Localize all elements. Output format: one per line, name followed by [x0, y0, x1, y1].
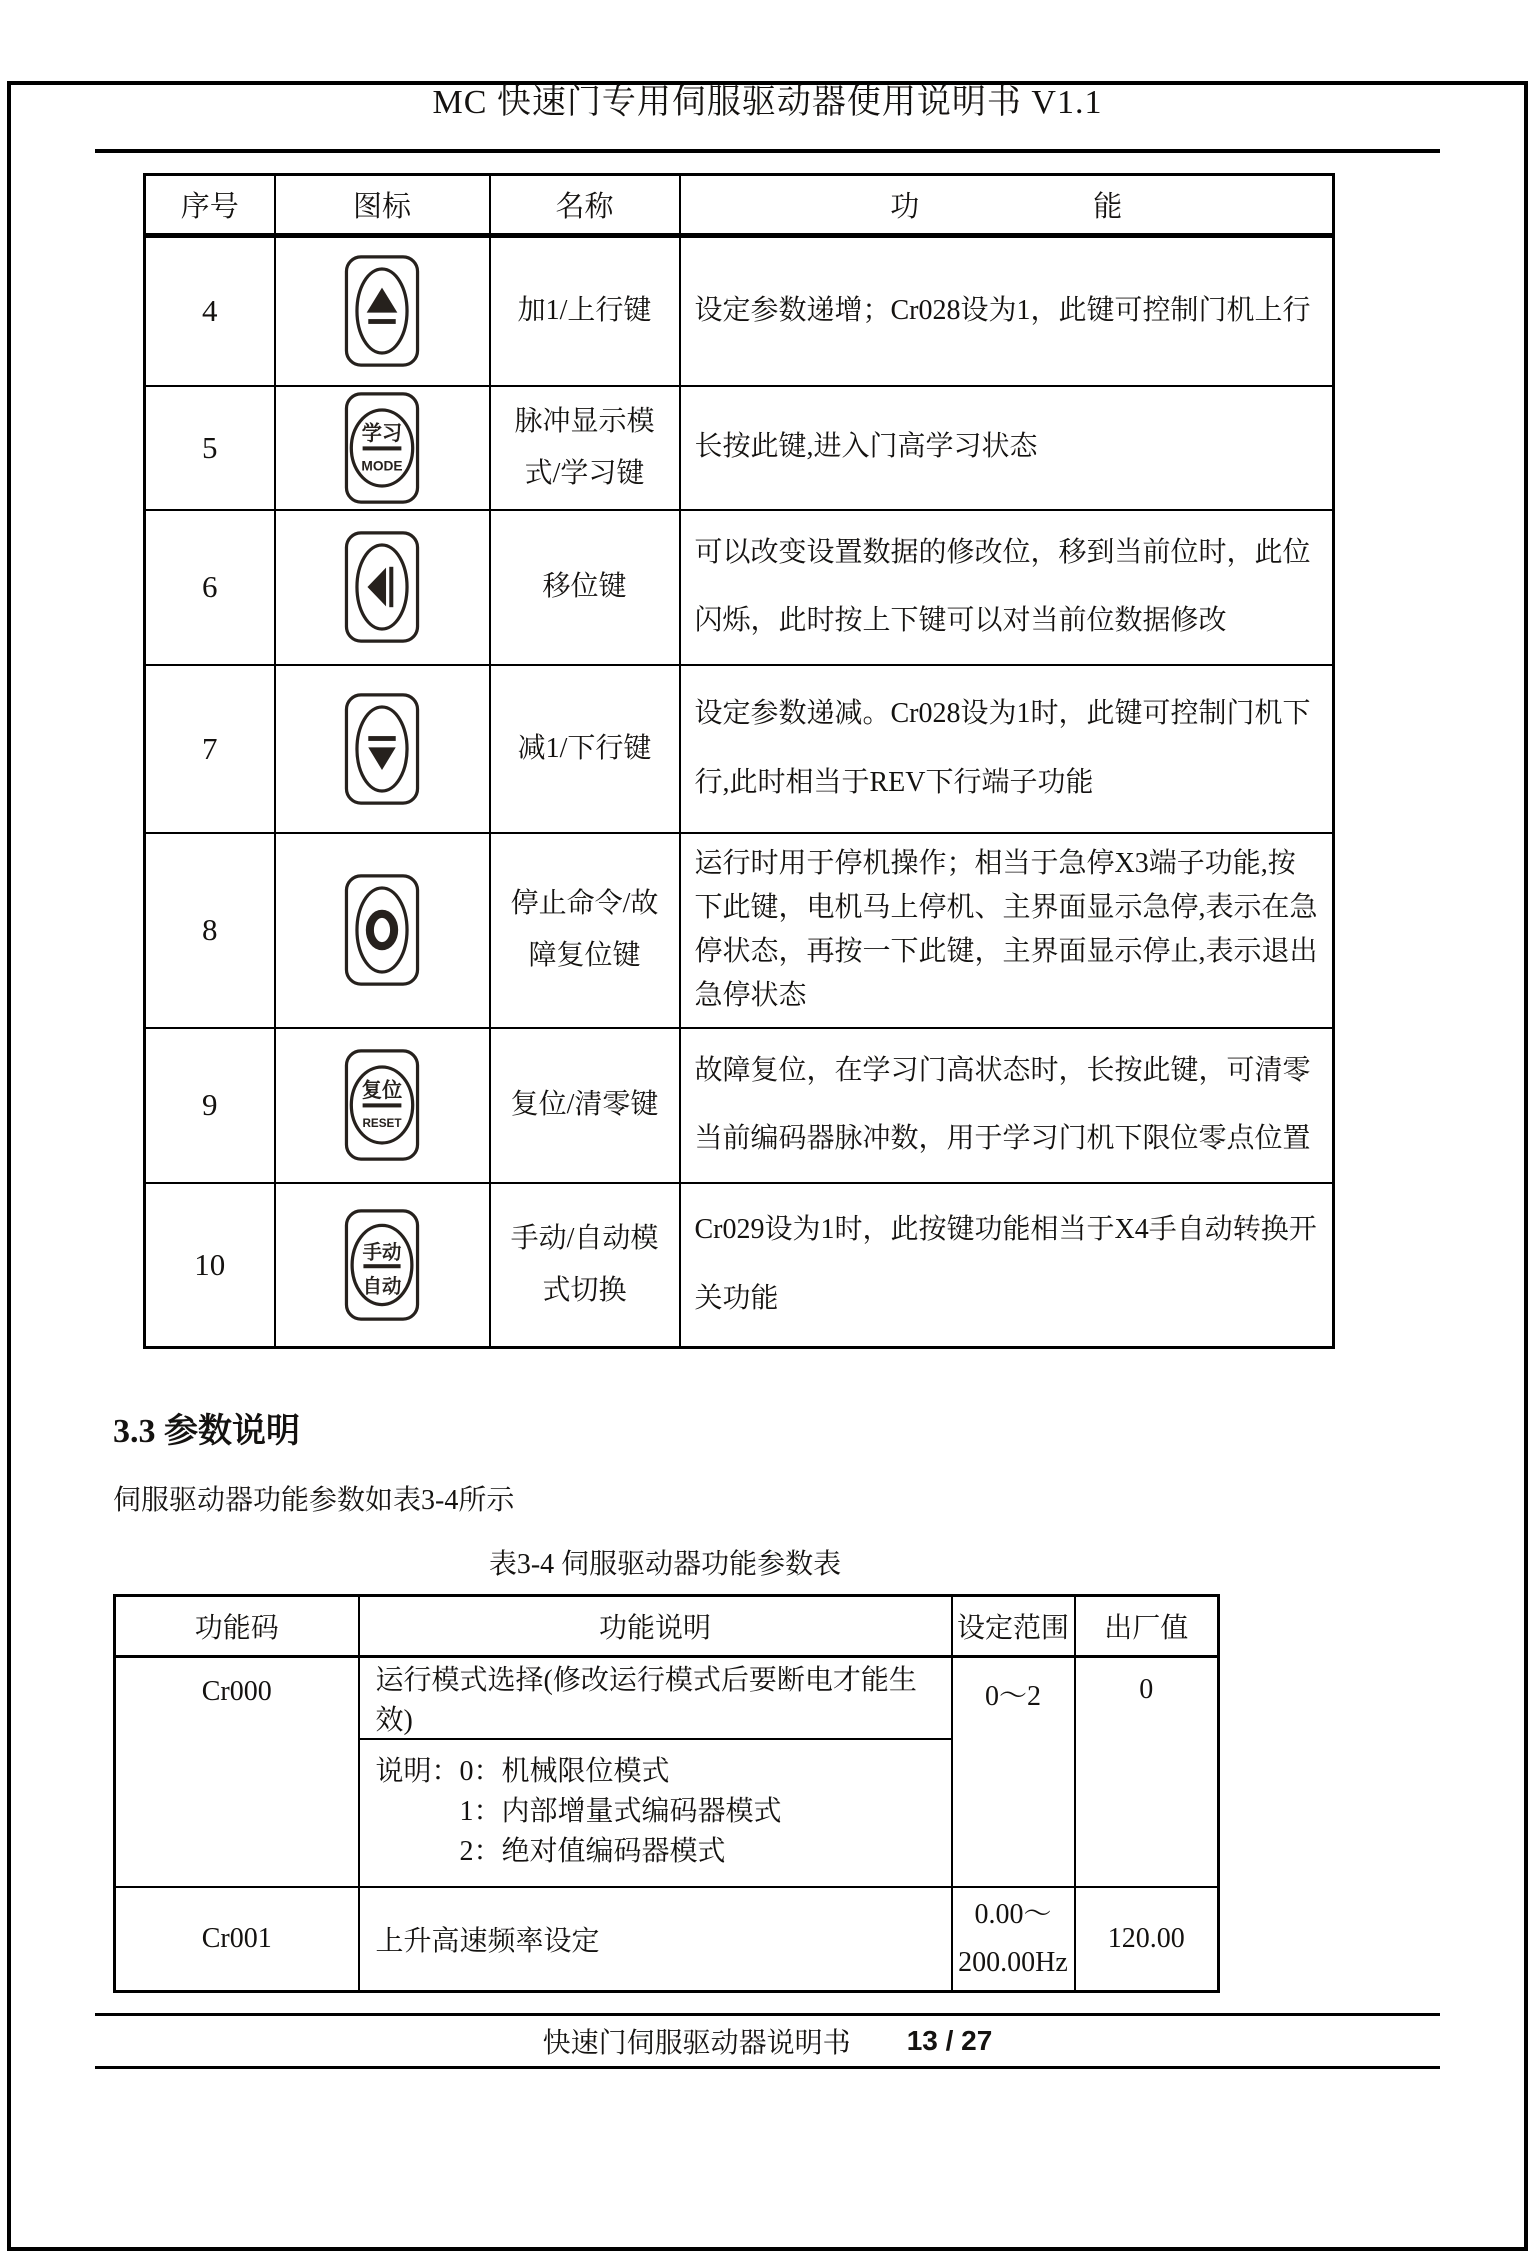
key-name: 移位键: [490, 510, 680, 665]
column-header-code: 功能码: [115, 1596, 359, 1657]
mode-key-label: MODE: [361, 458, 403, 474]
key-number: 9: [145, 1028, 275, 1183]
param-range-line: 200.00Hz: [958, 1947, 1068, 1979]
down-arrow-key-icon: [340, 689, 424, 809]
param-default: 0: [1075, 1657, 1219, 1888]
column-header-icon: 图标: [275, 175, 490, 236]
key-name: 脉冲显示模式/学习键: [490, 386, 680, 510]
column-header-description: 功能说明: [359, 1596, 952, 1657]
param-note: [359, 1739, 952, 1887]
key-function: 故障复位，在学习门高状态时，长按此键，可清零当前编码器脉冲数，用于学习门机下限位零点位置: [680, 1028, 1334, 1183]
reset-key-cjk-label: 复位: [361, 1080, 403, 1103]
footer-page-number: 13 / 27: [906, 2024, 993, 2056]
key-row-5: [145, 386, 1334, 510]
key-function-table: [143, 173, 1335, 1349]
footer-doc-name: 快速门伺服驱动器说明书: [542, 2027, 851, 2059]
reset-key-icon: [340, 1045, 424, 1165]
param-code: Cr000: [115, 1657, 359, 1888]
manual-key-label: 手动: [362, 1242, 402, 1264]
key-name: 停止命令/故障复位键: [490, 833, 680, 1028]
page-footer: [95, 2013, 1440, 2069]
param-range: [952, 1887, 1075, 1991]
key-icon-cell: [275, 665, 490, 833]
param-code: Cr001: [115, 1887, 359, 1991]
document-title: MC 快速门专用伺服驱动器使用说明书 V1.1: [432, 84, 1103, 121]
key-icon-cell: [275, 1028, 490, 1183]
key-row-6: [145, 510, 1334, 665]
key-row-9: [145, 1028, 1334, 1183]
key-row-8: [145, 833, 1334, 1028]
param-range-line: 0.00～: [974, 1899, 1052, 1931]
key-icon-cell: [275, 236, 490, 386]
key-row-7: [145, 665, 1334, 833]
column-header-function: 功 能: [680, 175, 1334, 236]
column-header-index: 序号: [145, 175, 275, 236]
key-icon-cell: [275, 1183, 490, 1348]
up-arrow-key-icon: [340, 251, 424, 371]
key-icon-cell: [275, 833, 490, 1028]
key-function: 长按此键,进入门高学习状态: [680, 386, 1334, 510]
key-name: 复位/清零键: [490, 1028, 680, 1183]
key-row-4: [145, 236, 1334, 386]
intro-text: 伺服驱动器功能参数如表3-4所示: [113, 1485, 515, 1517]
param-note-line: 2：绝对值编码器模式: [459, 1836, 726, 1868]
column-header-default: 出厂值: [1075, 1596, 1219, 1657]
learn-mode-key-icon: [340, 388, 424, 508]
title-divider: [95, 149, 1440, 153]
section-heading: 3.3 参数说明: [113, 1413, 300, 1451]
table-caption: 表3-4 伺服驱动器功能参数表: [488, 1549, 842, 1581]
learn-key-label: 学习: [361, 422, 403, 445]
key-number: 8: [145, 833, 275, 1028]
param-note-line: 1：内部增量式编码器模式: [459, 1796, 782, 1828]
param-table-header-row: [115, 1596, 1219, 1657]
param-range: 0～2: [952, 1657, 1075, 1888]
key-number: 6: [145, 510, 275, 665]
manual-auto-key-icon: [340, 1205, 424, 1325]
key-row-10: [145, 1183, 1334, 1348]
reset-key-latin-label: RESET: [362, 1117, 402, 1131]
key-number: 10: [145, 1183, 275, 1348]
param-note-line: 说明：0：机械限位模式: [375, 1756, 670, 1788]
param-description: 运行模式选择(修改运行模式后要断电才能生效): [359, 1657, 952, 1740]
key-function: 可以改变设置数据的修改位，移到当前位时，此位闪烁，此时按上下键可以对当前位数据修改: [680, 510, 1334, 665]
param-row-cr001: [115, 1887, 1219, 1991]
param-description: 上升高速频率设定: [359, 1887, 952, 1991]
key-table-header-row: [145, 175, 1334, 236]
key-name: 手动/自动模式切换: [490, 1183, 680, 1348]
column-header-name: 名称: [490, 175, 680, 236]
document-page: [0, 74, 1535, 2069]
stop-key-icon: [340, 870, 424, 990]
key-icon-cell: [275, 386, 490, 510]
key-name: 加1/上行键: [490, 236, 680, 386]
shift-left-key-icon: [340, 527, 424, 647]
key-name: 减1/下行键: [490, 665, 680, 833]
key-function: Cr029设为1时，此按键功能相当于X4手自动转换开关功能: [680, 1183, 1334, 1348]
column-header-range: 设定范围: [952, 1596, 1075, 1657]
key-number: 5: [145, 386, 275, 510]
key-number: 4: [145, 236, 275, 386]
parameter-table: [113, 1594, 1220, 1993]
param-row-cr000: [115, 1657, 1219, 1740]
key-function: 设定参数递减。Cr028设为1时，此键可控制门机下行,此时相当于REV下行端子功能: [680, 665, 1334, 833]
key-function: 设定参数递增；Cr028设为1，此键可控制门机上行: [680, 236, 1334, 386]
auto-key-label: 自动: [362, 1276, 402, 1298]
key-icon-cell: [275, 510, 490, 665]
key-function: 运行时用于停机操作；相当于急停X3端子功能,按下此键，电机马上停机、主界面显示急停,表示在急停状态，再按一下此键，主界面显示停止,表示退出急停状态: [680, 833, 1334, 1028]
key-number: 7: [145, 665, 275, 833]
param-default: 120.00: [1075, 1887, 1219, 1991]
